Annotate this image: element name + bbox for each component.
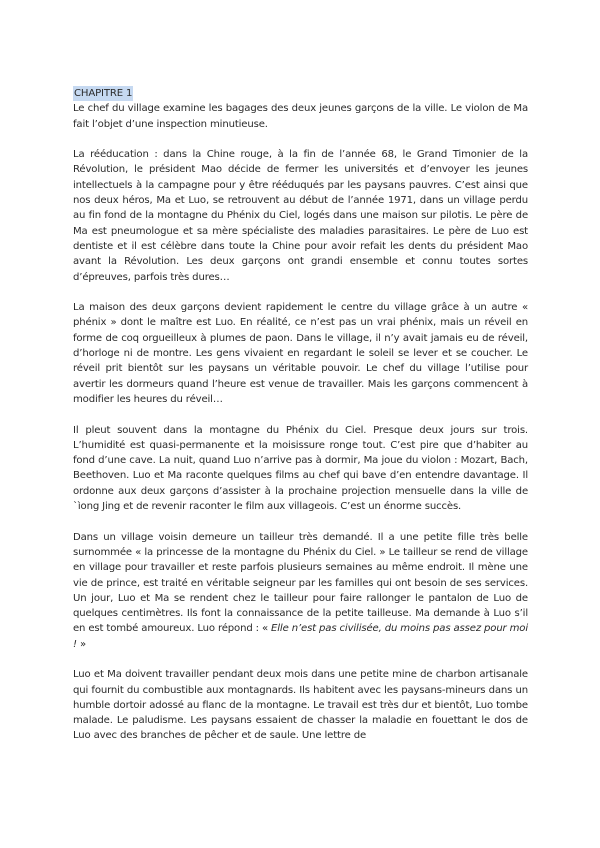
paragraph-intro: Le chef du village examine les bagages des deux jeunes garçons de la ville. Le violon de Ma fait l’objet d’une inspection minutieuse. — [73, 103, 528, 130]
tailor-quote-end: » — [79, 638, 86, 650]
paragraph-tailor — [73, 530, 528, 652]
chapter-title: CHAPITRE 1 — [73, 86, 133, 101]
paragraph-reeducation: La rééducation : dans la Chine rouge, à la fin de l’année 68, le Grand Timonier de la Révolution, le président Mao décide de fermer les universités et d’envoyer les jeunes intellectuels à la campagne pour y être rééduqués par les paysans pauvres. C’est ainsi que nos deux héros, Ma et Luo, se retrouvent au début de l’année 1971, dans un village perdu au fin fond de la montagne du Phénix du Ciel, logés dans une maison sur pilotis. Le père de Ma est pneumologue et sa mère spécialiste des maladies parasitaires. Le père de Luo est dentiste et il est célèbre dans toute la Chine pour avoir refait les dents du président Mao avant la Révolution. Les deux garçons ont grandi ensemble et connu toutes sortes d’épreuves, parfois très dures… — [73, 149, 528, 283]
paragraph-coal-mine: Luo et Ma doivent travailler pendant deux mois dans une petite mine de charbon artisanale qui fournit du combustible aux montagnards. Ils habitent avec les paysans-mineurs dans un humble dortoir adossé au flanc de la montagne. Le travail est très dur et bientôt, Luo tombe malade. Le paludisme. Les paysans essaient de chasser la maladie en fouettant le dos de Luo avec des branches de pêcher et de saule. Une lettre de — [73, 669, 528, 742]
document-page — [73, 86, 528, 744]
paragraph-rain-films: Il pleut souvent dans la montagne du Phénix du Ciel. Presque deux jours sur trois. L’humidité est quasi-permanente et la moisissure ronge tout. C’est pire que d’habiter au fond d’une cave. La nuit, quand Luo n’arrive pas à dormir, Ma joue du violon : Mozart, Bach, Beethoven. Luo et Ma raconte quelques films au chef qui bave d’en entendre davantage. Il ordonne aux deux garçons d’assister à la prochaine projection mensuelle dans la ville de `ìong Jing et de revenir raconter le film aux villageois. C’est un énorme succès. — [73, 424, 528, 513]
chapter-heading-line — [73, 86, 528, 101]
paragraph-phoenix-clock: La maison des deux garçons devient rapidement le centre du village grâce à un autre « phénix » dont le maître est Luo. En réalité, ce n’est pas un vrai phénix, mais un réveil en forme de coq orgueilleux à plumes de paon. Dans le village, il n’y avait jamais eu de réveil, d’horloge ni de montre. Les gens vivaient en regardant le soleil se lever et se coucher. Le réveil prit bientôt sur les paysans un véritable pouvoir. Le chef du village l’utilise pour avertir les dormeurs quand l’heure est venue de travailler. Mais les garçons commencent à modifier les heures du réveil… — [73, 302, 528, 405]
tailor-text: Dans un village voisin demeure un tailleur très demandé. Il a une petite fille très belle surnommée « la princesse de la montagne du Phénix du Ciel. » Le tailleur se rend de village en village pour travailler et reste parfois plusieurs semaines au même endroit. Il mène une vie de prince, est traité en véritable seigneur par les familles qui ont besoin de ses services. Un jour, Luo et Ma se rendent chez le tailleur pour faire rallonger le pantalon de Luo de quelques centimètres. Ils font la connaissance de la petite tailleuse. Ma demande à Luo s’il en est tombé amoureux. Luo répond : « — [73, 531, 528, 635]
tailor-quote: Elle n’est pas civilisée, du moins pas assez pour moi ! — [73, 623, 528, 650]
